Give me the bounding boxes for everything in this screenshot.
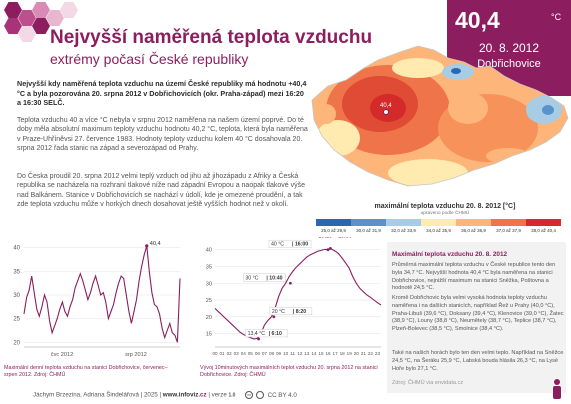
x-tick-label: 15 <box>318 351 324 356</box>
annotation-time <box>318 237 352 239</box>
footer-version-separator: | verze <box>206 391 229 399</box>
x-tick-label: 05 <box>247 351 253 356</box>
info-box-paragraph-3: Také na našich horách bylo ten den velmi teplo. Například na Sněžce 24,5 °C, na Šeráku 25,9 °C, Labská bouda hlásila 26,3 °C, na Lysé Hoře bylo 27,1 °C. <box>392 350 564 372</box>
body-paragraph-2: Do Česka proudil 20. srpna 2012 velmi teplý vzduch od jihu až jihozápadu z Afriky a Česká republika se nacházela na rozhraní tlakové níže nad západní Evropou a naopak tlakové výše nad Balkánem. Stanice v Dobřichovicích se nachází v údolí, kde je omezené proudění, a tak zde teplota vzduchu může v horkých dnech dosahovat ještě vyšších hodnot než v okolí. <box>17 173 305 209</box>
annotation-time: | 6:10 <box>268 330 282 337</box>
info-box-source: Zdroj: ČHMÚ via envidata.cz <box>392 380 464 386</box>
y-tick-label: 20 <box>205 314 212 321</box>
footer-authors: Jáchym Brzezina, Adriana Šindelářová | 2025 | <box>33 391 163 399</box>
daily-chart-caption: Maximální denní teplota vzduchu na stanici Dobřichovice, červenec–srpen 2012. Zdroj: ČHMÚ <box>4 365 168 378</box>
legend-item <box>316 219 351 233</box>
annotated-point <box>272 315 275 318</box>
y-tick-label: 25 <box>13 316 20 323</box>
annotated-point <box>327 248 330 251</box>
info-box-paragraph-1: Průměrná maximální teplota vzduchu v České republice tento den byla 34,7 °C. Nejvyšší hodnota 40,4 °C byla naměřena na stanici Dobřichovice, nejnižší maximum na stanici Sněžka, Poštovna a hodnotě 24,5 °C. <box>392 262 556 292</box>
y-tick-label: 40 <box>13 245 20 252</box>
x-tick-label: 00 <box>212 351 218 356</box>
footer-site[interactable]: www.infoviz <box>162 391 199 399</box>
y-tick-label: 35 <box>205 264 212 271</box>
legend-label: 37,0 až 37,9 <box>496 228 521 233</box>
x-tick-label: 12 <box>297 351 303 356</box>
x-tick-label: 20 <box>353 351 359 356</box>
annotation-time: | 10:40 <box>266 275 283 282</box>
daily-max-line <box>24 246 180 342</box>
x-tick-label: 01 <box>219 351 225 356</box>
info-box-paragraph-2: Kromě Dobřichovic byla velmi vysoká hodnota teploty vzduchu naměřena i na dalších stanicích, například Řež u Prahy (40,0 °C), Praha-Libuš (39,6 °C), Doksany (39,4 °C), Klenovice (39,0 °C), Žatec (38,9 °C), Louny (38,8 °C), Neumětely (38,7 °C), Teplice (38,7 °C), Plzeň-Bolevec (38,5 °C), Smolnice (38,4 °C). <box>392 295 564 333</box>
cc-icon: cc <box>247 392 252 397</box>
x-tick-label: 07 <box>261 351 268 356</box>
legend-item <box>456 219 491 233</box>
max-point-label: 40,4 <box>149 240 161 247</box>
footer <box>33 391 297 399</box>
legend-swatch <box>526 219 561 226</box>
annotation-value: 13,4 °C <box>247 330 265 337</box>
record-location-marker <box>384 110 389 115</box>
x-tick-label: srp 2012 <box>125 352 147 358</box>
legend-item <box>386 219 421 233</box>
x-tick-label: 18 <box>339 351 345 356</box>
legend-swatch <box>351 219 386 226</box>
map-caption: maximální teplota vzduchu 20. 8. 2012 [°C] <box>374 203 516 210</box>
record-unit: °C <box>551 12 562 22</box>
annotated-point <box>289 282 292 285</box>
tenminute-chart-caption: Vývoj 10minutových maximálních teplot vzduchu 20. srpna 2012 na stanici Dobřichovice. Zdroj: ČHMÚ <box>200 365 378 378</box>
footer-site-tld[interactable]: .cz <box>198 391 207 399</box>
max-point <box>145 244 148 247</box>
y-tick-label: 15 <box>205 331 212 338</box>
legend-item <box>491 219 526 233</box>
map-legend <box>316 219 561 233</box>
legend-swatch <box>456 219 491 226</box>
record-location-label: 40,4 <box>380 103 392 109</box>
page-title: Nejvyšší naměřená teplota vzduchu <box>50 27 373 48</box>
by-icon <box>256 391 264 399</box>
people-icon <box>549 378 565 400</box>
lead-paragraph: Nejvyšší kdy naměřená teplota vzduchu na území České republiky má hodnotu +40,4 °C a byla pozorována 20. srpna 2012 v Dobřichovicích (okr. Praha-západ) mezi 16:20 a 16:30 SELČ. <box>17 79 307 108</box>
y-tick-label: 40 <box>205 247 212 254</box>
annotation-time: | 16:00 <box>292 241 309 248</box>
legend-label: 34,0 až 35,9 <box>426 228 451 233</box>
daily-max-chart <box>0 237 190 365</box>
legend-swatch <box>316 219 351 226</box>
x-tick-label: 21 <box>360 351 366 356</box>
x-tick-label: 22 <box>367 351 373 356</box>
y-tick-label: 25 <box>205 298 212 305</box>
legend-label: 38,0 až 40,4 <box>531 228 556 233</box>
legend-item <box>526 219 561 233</box>
record-date: 20. 8. 2012 <box>478 41 540 55</box>
info-box-title: Maximální teplota vzduchu 20. 8. 2012 <box>392 251 508 258</box>
tenminute-max-chart <box>195 237 385 365</box>
legend-swatch <box>421 219 456 226</box>
legend-swatch <box>491 219 526 226</box>
legend-label: 25,0 až 29,9 <box>321 228 346 233</box>
x-tick-label: 02 <box>226 351 232 356</box>
x-tick-label: 16 <box>325 351 331 356</box>
annotation-value: 20 °C <box>271 308 285 315</box>
legend-label: 30,0 až 31,9 <box>356 228 381 233</box>
annotation-time: | 8:20 <box>292 308 307 315</box>
y-tick-label: 35 <box>13 269 20 276</box>
x-tick-label: 11 <box>290 351 296 356</box>
y-tick-label: 30 <box>205 281 212 288</box>
legend-label: 36,0 až 36,9 <box>461 228 486 233</box>
x-tick-label: 06 <box>254 351 260 356</box>
x-tick-label: 19 <box>346 351 352 356</box>
annotation-value: 40 °C <box>271 241 285 248</box>
legend-item <box>351 219 386 233</box>
x-tick-label: 08 <box>268 351 275 356</box>
body-paragraph-1: Teplota vzduchu 40 a více °C nebyla v srpnu 2012 naměřena na našem území poprvé. Do té doby měla absolutní maximum teploty vzduchu hodnotu 40,2 °C, teplota, která byla naměřena v Praze-Uhříněvsi 27. července 1983. Hodnoty teploty vzduchu kolem 40 °C dosahovala 20. srpna 2012 řada stanic na západ a severozápad od Prahy. <box>17 117 308 153</box>
temperature-map <box>308 38 571 193</box>
x-tick-label: 04 <box>240 351 246 356</box>
page-subtitle: extrémy počasí České republiky <box>50 51 249 67</box>
annotation-value: 30 °C <box>245 275 259 282</box>
record-value: 40,4 <box>455 7 500 33</box>
footer-license: CC BY 4.0 <box>267 391 297 399</box>
x-tick-label: 23 <box>374 351 381 356</box>
y-tick-label: 30 <box>13 293 20 299</box>
legend-item <box>421 219 456 233</box>
tenminute-max-line <box>215 248 381 339</box>
record-place: Dobřichovice <box>477 58 541 70</box>
x-tick-label: 13 <box>304 351 310 356</box>
x-tick-label: čvc 2012 <box>50 352 74 358</box>
x-tick-label: 17 <box>332 351 338 356</box>
map-source: upraveno podle ČHMÚ <box>420 211 470 216</box>
x-tick-label: 10 <box>283 351 289 356</box>
y-tick-label: 20 <box>13 340 20 347</box>
x-tick-label: 14 <box>311 351 317 356</box>
x-tick-label: 09 <box>276 351 282 356</box>
x-tick-label: 03 <box>233 351 239 356</box>
footer-version: 1.0 <box>228 392 236 399</box>
legend-label: 32,0 až 33,9 <box>391 228 416 233</box>
annotated-point <box>257 338 260 341</box>
legend-swatch <box>386 219 421 226</box>
